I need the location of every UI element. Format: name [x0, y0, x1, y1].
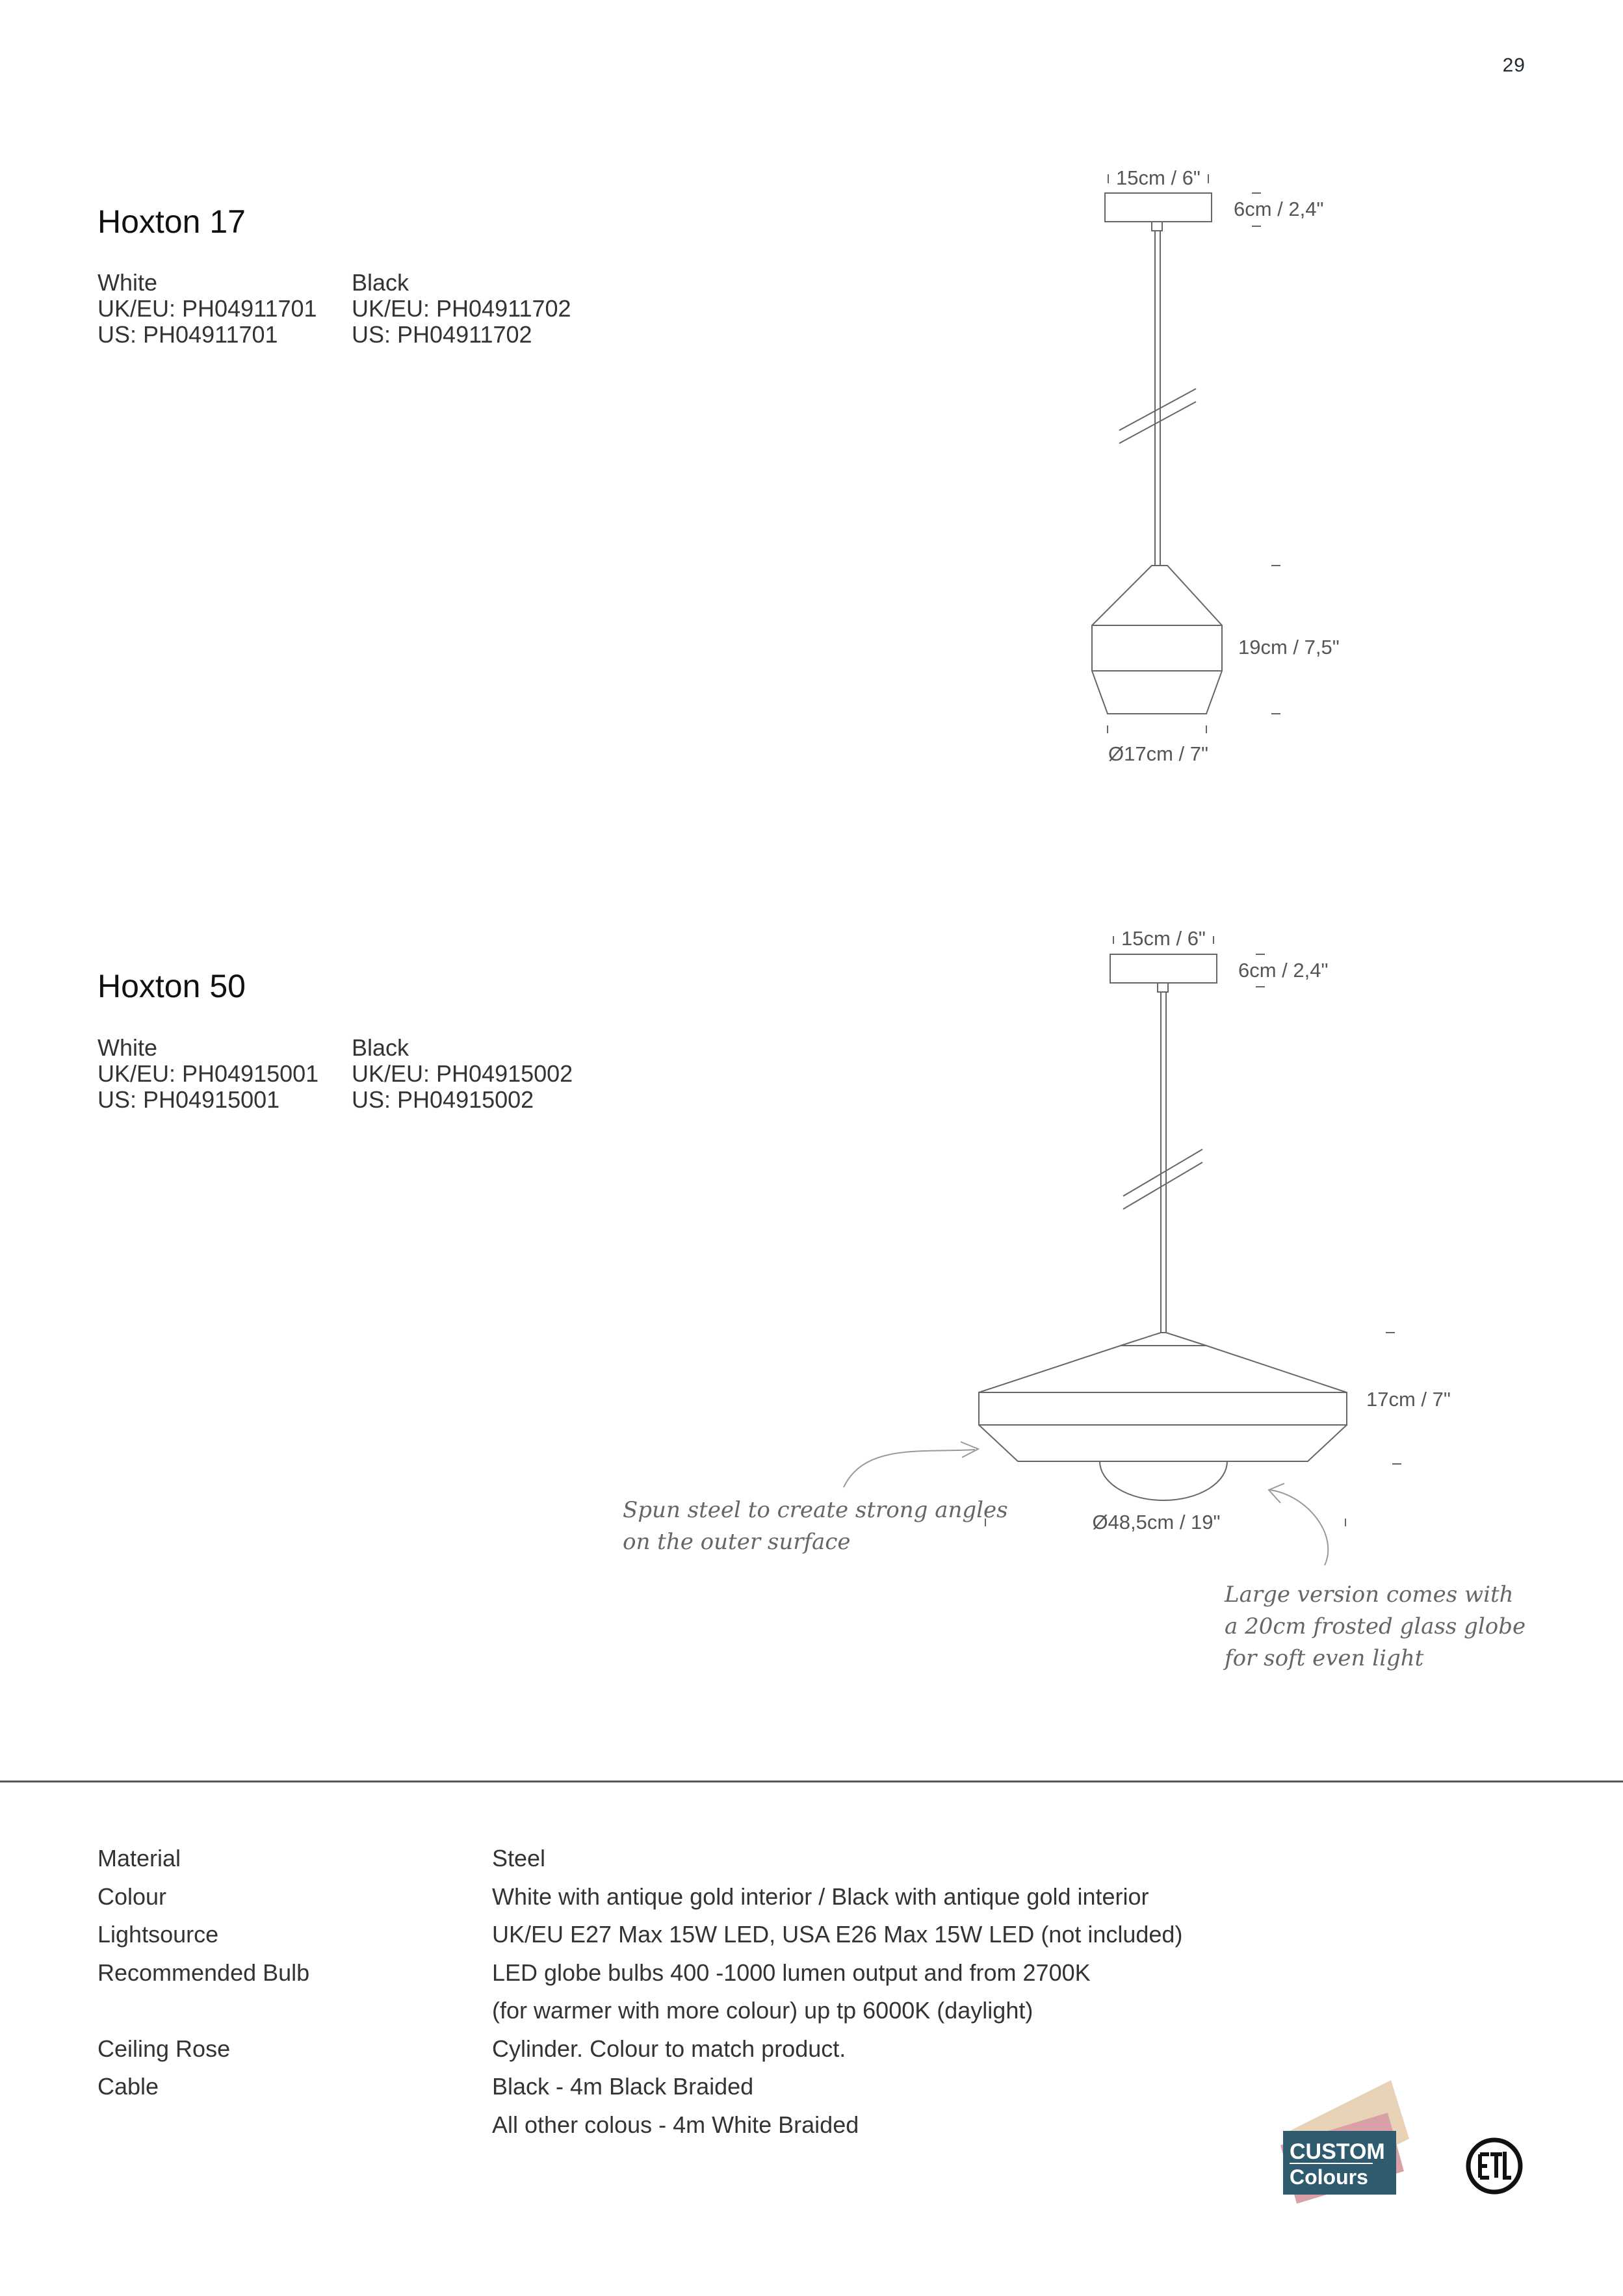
variant-ukeu-code: UK/EU: PH04915002: [352, 1060, 573, 1087]
etl-listed-icon: [1466, 2137, 1523, 2195]
variant-us-code: US: PH04915001: [97, 1086, 280, 1113]
spec-label: Colour: [97, 1883, 167, 1910]
rose-height-label: 6cm / 2,4": [1234, 198, 1324, 220]
variant-colour: White: [97, 269, 158, 296]
shade-outline: [1092, 566, 1222, 714]
spec-label: Lightsource: [97, 1921, 219, 1948]
ceiling-rose: [1105, 193, 1212, 222]
shade-band: [979, 1392, 1347, 1425]
break-mark: [1119, 402, 1196, 443]
spec-value: Black - 4m Black Braided: [492, 2073, 754, 2100]
variant-colour: Black: [352, 1034, 409, 1061]
spec-value: Steel: [492, 1845, 546, 1872]
variant-colour: Black: [352, 269, 409, 296]
custom-colours-badge: [1274, 2074, 1417, 2204]
shade-upper-cone: [979, 1346, 1347, 1392]
variant-us-code: US: PH04911702: [352, 321, 532, 348]
rose-height-label: 6cm / 2,4": [1238, 959, 1329, 982]
product-title-hoxton-50: Hoxton 50: [97, 968, 246, 1004]
variant-us-code: US: PH04915002: [352, 1086, 534, 1113]
hoxton-17-drawing: [1079, 156, 1430, 780]
shade-diameter-label: Ø17cm / 7": [1108, 742, 1209, 765]
variant-ukeu-code: UK/EU: PH04915001: [97, 1060, 319, 1087]
shade-top-cap: [1121, 1333, 1206, 1346]
badge-line-custom: CUSTOM: [1290, 2139, 1385, 2164]
section-divider: [0, 1781, 1623, 1782]
spec-value: White with antique gold interior / Black with antique gold interior: [492, 1883, 1149, 1910]
note-line: on the outer surface: [623, 1529, 851, 1555]
spec-label: Cable: [97, 2073, 159, 2100]
page-number: 29: [1502, 55, 1526, 76]
spec-label: Material: [97, 1845, 181, 1872]
note-glass-globe: [1223, 1582, 1526, 1671]
badge-line-colours: Colours: [1290, 2165, 1368, 2189]
cable-grip: [1158, 983, 1168, 992]
shade-height-label: 19cm / 7,5": [1238, 636, 1340, 659]
note-line: Spun steel to create strong angles: [623, 1497, 1008, 1523]
variant-colour: White: [97, 1034, 158, 1061]
product-title-hoxton-17: Hoxton 17: [97, 203, 246, 240]
shade-lower-cone: [979, 1425, 1347, 1461]
shade-height-label: 17cm / 7": [1366, 1388, 1451, 1411]
spec-value: All other colous - 4m White Braided: [492, 2111, 859, 2138]
variant-black: [352, 270, 571, 348]
shade-diameter-label: Ø48,5cm / 19": [1092, 1511, 1221, 1533]
variant-black: [352, 1035, 573, 1113]
note-spun-steel: [623, 1497, 1008, 1555]
spec-value: UK/EU E27 Max 15W LED, USA E26 Max 15W LED (not included): [492, 1921, 1183, 1948]
rose-width-label: 15cm / 6": [1116, 166, 1201, 189]
spec-label: Recommended Bulb: [97, 1959, 310, 1986]
variant-us-code: US: PH04911701: [97, 321, 278, 348]
spec-label: Ceiling Rose: [97, 2035, 231, 2062]
note-line: for soft even light: [1225, 1645, 1424, 1671]
hoxton-50-drawing: [611, 910, 1526, 1690]
note-line: a 20cm frosted glass globe: [1225, 1613, 1526, 1639]
variant-white: [97, 1035, 318, 1113]
variant-white: [97, 270, 317, 348]
break-mark: [1123, 1162, 1202, 1209]
cable-grip: [1152, 222, 1162, 231]
break-mark: [1123, 1149, 1202, 1196]
variant-ukeu-code: UK/EU: PH04911701: [97, 295, 317, 322]
rose-width-label: 15cm / 6": [1121, 927, 1206, 950]
arrow-spun-steel: [844, 1450, 975, 1487]
spec-value: Cylinder. Colour to match product.: [492, 2035, 846, 2062]
note-line: Large version comes with: [1225, 1582, 1514, 1608]
glass-globe: [1100, 1461, 1227, 1500]
break-mark: [1119, 389, 1196, 430]
ceiling-rose: [1110, 954, 1217, 983]
spec-value: (for warmer with more colour) up tp 6000K (daylight): [492, 1997, 1033, 2024]
variant-ukeu-code: UK/EU: PH04911702: [352, 295, 571, 322]
spec-value: LED globe bulbs 400 -1000 lumen output and from 2700K: [492, 1959, 1091, 1986]
